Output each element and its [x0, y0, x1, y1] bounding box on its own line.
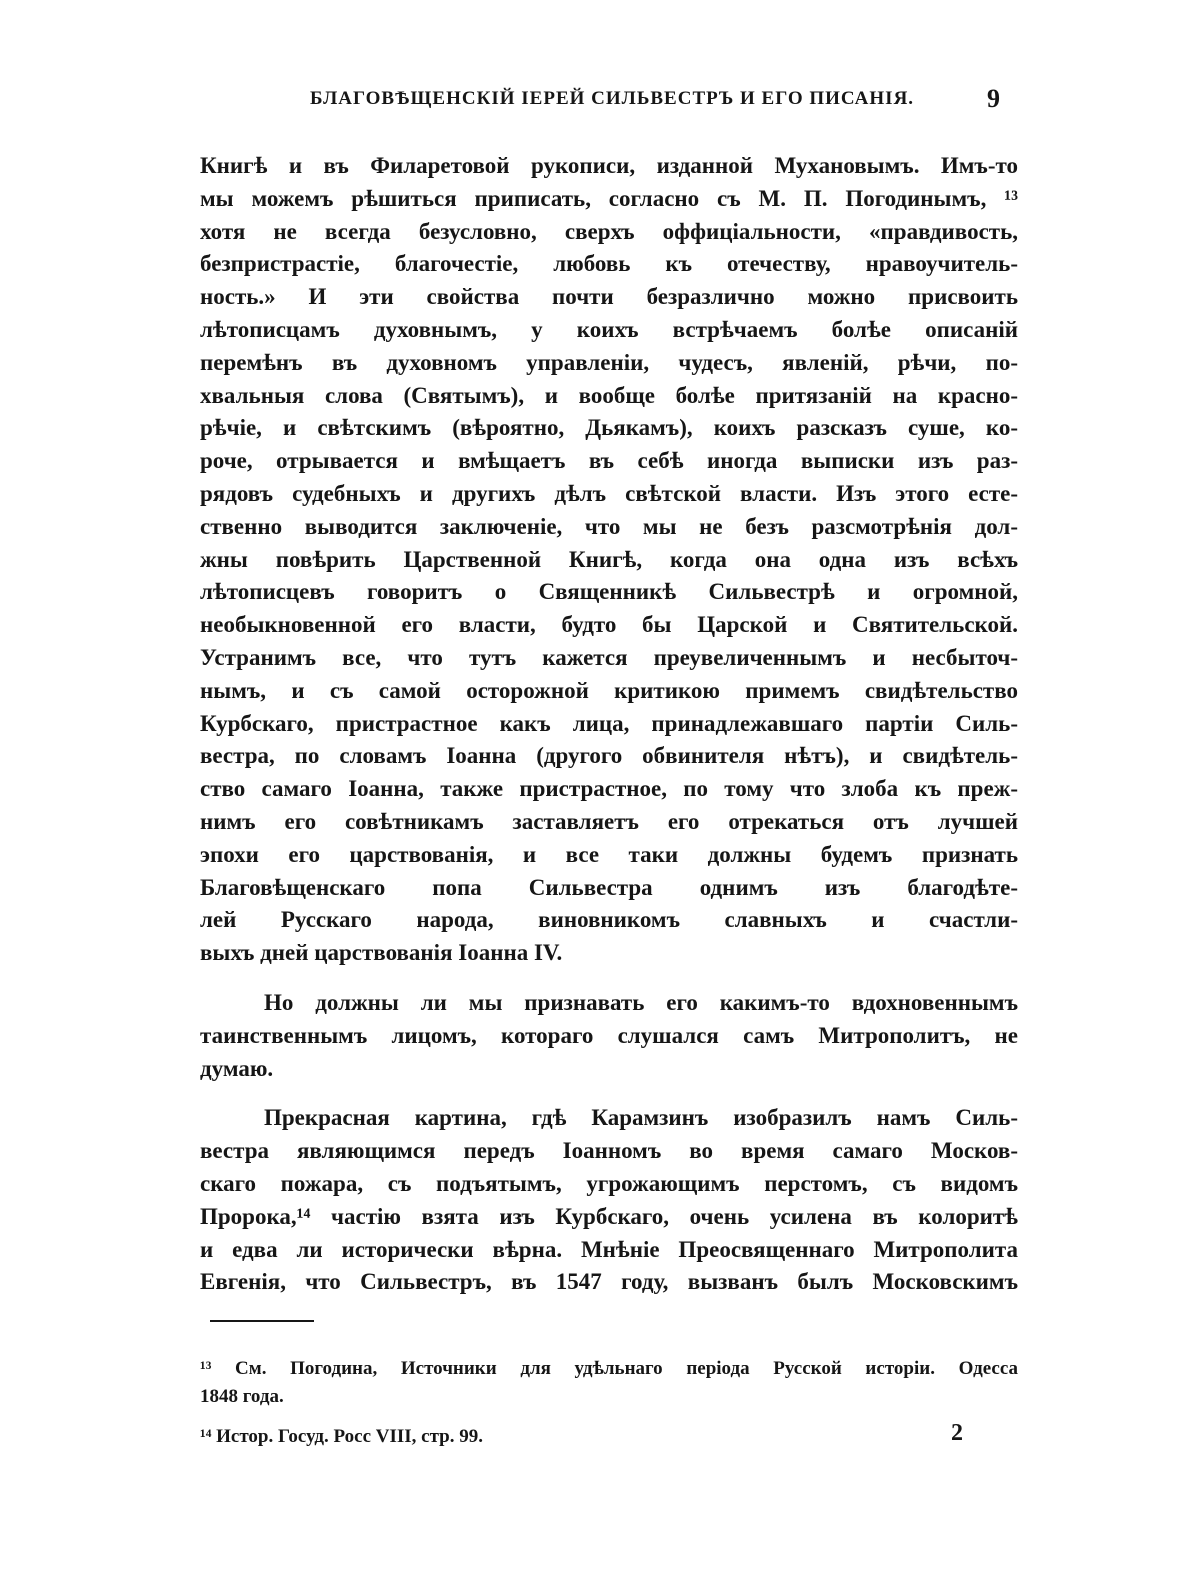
text-line: таинственнымъ лицомъ, котораго слушался самъ Митрополитъ, не — [200, 1022, 1018, 1048]
footnote-14 — [200, 1423, 1018, 1451]
text-line: вестра являющимся передъ Іоанномъ во время самаго Москов- — [200, 1138, 1018, 1164]
text-line: необыкновенной его власти, будто бы Царской и Святительской. — [200, 612, 1018, 638]
page-number: 9 — [987, 84, 1000, 113]
text-line: рядовъ судебныхъ и другихъ дѣлъ свѣтской власти. Изъ этого есте- — [200, 480, 1018, 506]
text-line: хвальныя слова (Святымъ), и вообще болѣе притязаній на красно- — [200, 382, 1018, 408]
signature-mark: 2 — [951, 1420, 963, 1446]
text-line: лей Русскаго народа, виновникомъ славныхъ и счастли- — [200, 907, 1018, 933]
body-text — [200, 150, 1018, 1299]
footnote-line: ¹³ См. Погодина, Источники для удѣльнаго періода Русской исторіи. Одесса — [200, 1358, 1018, 1379]
text-line: ственно выводится заключеніе, что мы не безъ разсмотрѣнія дол- — [200, 513, 1018, 539]
text-line: лѣтописцамъ духовнымъ, у коихъ встрѣчаемъ болѣе описаній — [200, 316, 1018, 342]
text-line: выхъ дней царствованія Іоанна IV. — [200, 940, 563, 966]
footnote-13 — [200, 1355, 1018, 1411]
footnote-line: ¹⁴ Истор. Госуд. Росс VIII, стр. 99. — [200, 1426, 483, 1447]
text-line: ство самаго Іоанна, также пристрастное, по тому что злоба къ преж- — [200, 776, 1018, 802]
text-line: эпохи его царствованія, и все таки должны будемъ признать — [200, 841, 1018, 867]
footnotes — [200, 1355, 1018, 1451]
text-line: безпристрастіе, благочестіе, любовь къ отечеству, нравоучитель- — [200, 251, 1018, 277]
text-line: Пророка,¹⁴ частію взята изъ Курбскаго, очень усилена въ колоритѣ — [200, 1203, 1018, 1229]
paragraph-1 — [200, 150, 1018, 970]
text-line: Устранимъ все, что тутъ кажется преувеличеннымъ и несбыточ- — [200, 644, 1018, 670]
text-line: Прекрасная картина, гдѣ Карамзинъ изобразилъ намъ Силь- — [264, 1105, 1018, 1131]
text-line: скаго пожара, съ подъятымъ, угрожающимъ перстомъ, съ видомъ — [200, 1170, 1018, 1196]
text-line: Курбскаго, пристрастное какъ лица, принадлежавшаго партіи Силь- — [200, 710, 1018, 736]
paragraph-2 — [200, 987, 1018, 1085]
text-line: роче, отрывается и вмѣщаетъ въ себѣ иногда выписки изъ раз- — [200, 448, 1018, 474]
text-line: перемѣнъ въ духовномъ управленіи, чудесъ, явленій, рѣчи, по- — [200, 349, 1018, 375]
text-line: Благовѣщенскаго попа Сильвестра однимъ изъ благодѣте- — [200, 874, 1018, 900]
text-line: мы можемъ рѣшиться приписать, согласно съ М. П. Погодинымъ, ¹³ — [200, 185, 1018, 211]
text-line: ность.» И эти свойства почти безразлично можно присвоить — [200, 284, 1018, 310]
text-line: Но должны ли мы признавать его какимъ-то вдохновеннымъ — [264, 989, 1018, 1015]
running-head — [200, 84, 1020, 120]
paragraph-gap — [200, 970, 1018, 987]
footnote-rule — [210, 1320, 314, 1322]
text-line: жны повѣрить Царственной Книгѣ, когда она одна изъ всѣхъ — [200, 546, 1018, 572]
running-title: БЛАГОВѢЩЕНСКІЙ ІЕРЕЙ СИЛЬВЕСТРЪ И ЕГО ПИСАНІЯ. — [310, 88, 915, 109]
text-line: вестра, по словамъ Іоанна (другого обвинителя нѣтъ), и свидѣтель- — [200, 743, 1018, 769]
text-line: думаю. — [200, 1055, 274, 1081]
text-line: Книгѣ и въ Филаретовой рукописи, изданной Мухановымъ. Имъ-то — [200, 153, 1018, 178]
text-line: нымъ, и съ самой осторожной критикою примемъ свидѣтельство — [200, 677, 1018, 703]
text-line: Евгенія, что Сильвестръ, въ 1547 году, вызванъ былъ Московскимъ — [200, 1269, 1018, 1295]
footnote-gap — [200, 1411, 1018, 1423]
paragraph-3 — [200, 1102, 1018, 1299]
paragraph-gap — [200, 1085, 1018, 1102]
text-line: нимъ его совѣтникамъ заставляетъ его отрекаться отъ лучшей — [200, 808, 1018, 834]
footnote-line: 1848 года. — [200, 1386, 284, 1407]
text-line: хотя не всегда безусловно, сверхъ оффиціальности, «правдивость, — [200, 218, 1018, 244]
text-line: и едва ли исторически вѣрна. Мнѣніе Преосвященнаго Митрополита — [200, 1236, 1018, 1262]
text-line: лѣтописцевъ говоритъ о Священникѣ Сильвестрѣ и огромной, — [200, 579, 1018, 605]
text-line: рѣчіе, и свѣтскимъ (вѣроятно, Дьякамъ), коихъ разсказъ суше, ко- — [200, 415, 1018, 441]
